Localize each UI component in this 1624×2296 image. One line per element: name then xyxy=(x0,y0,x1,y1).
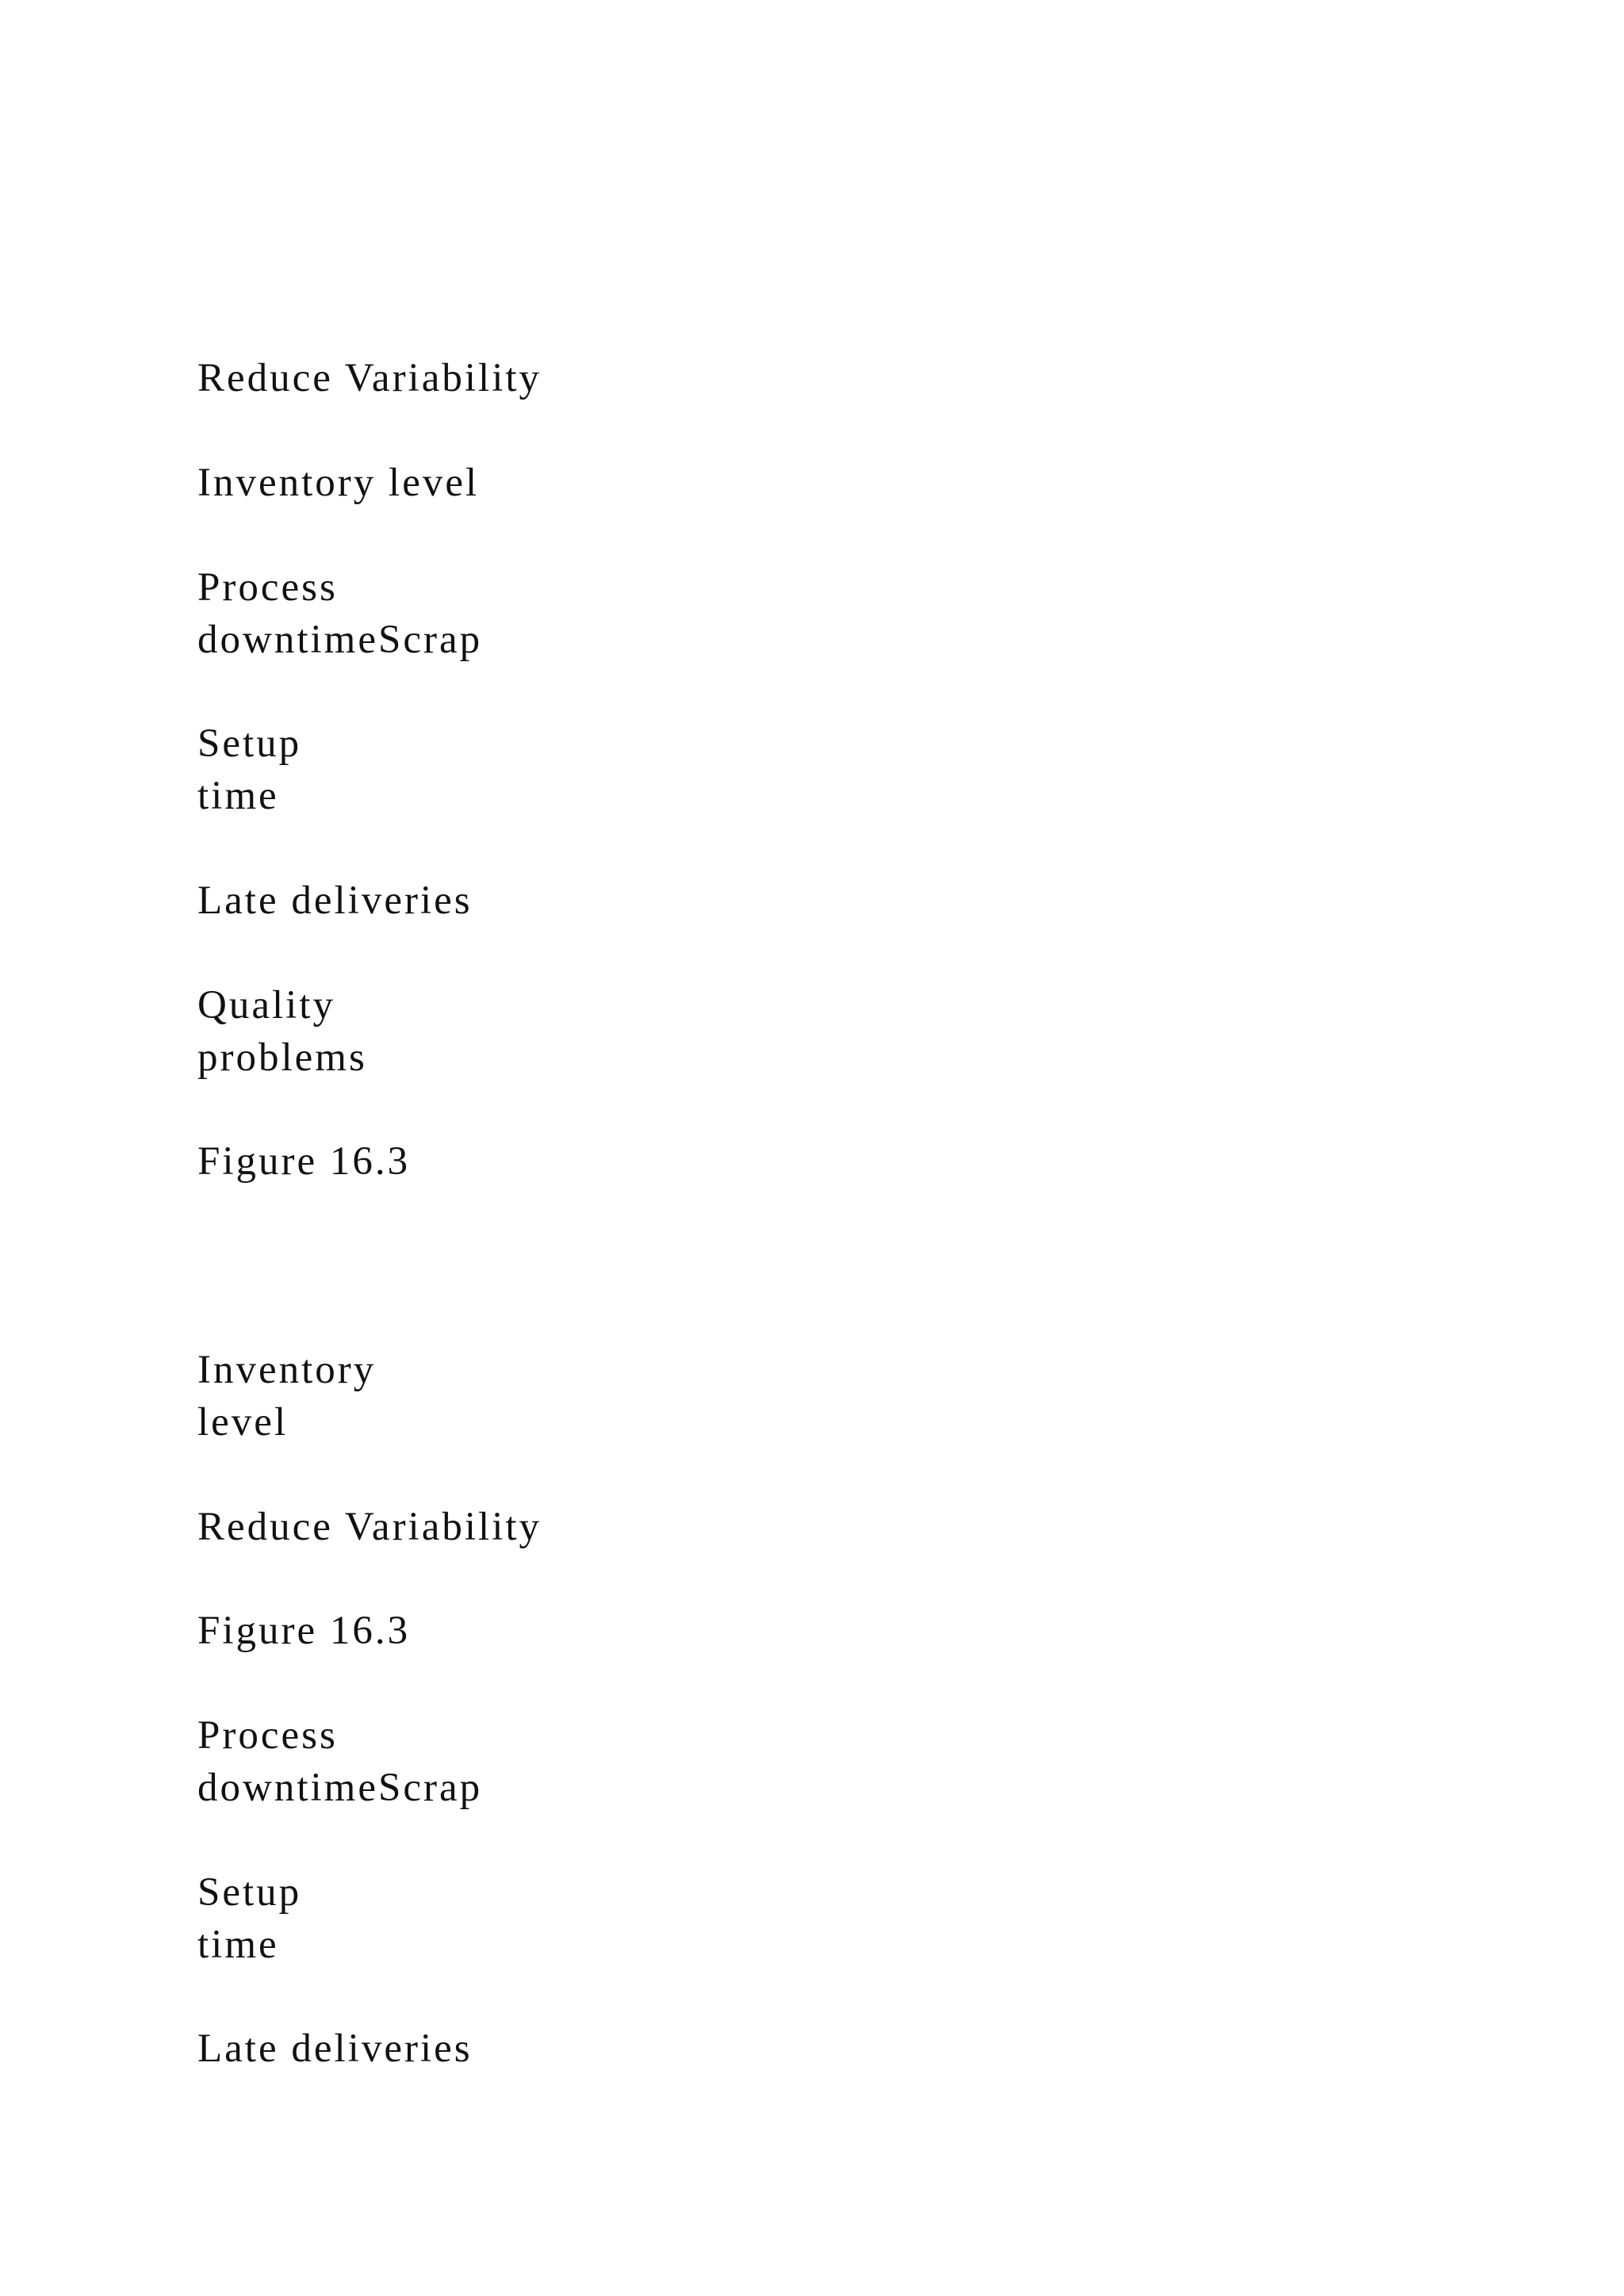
text-line: Inventory xyxy=(197,1348,377,1392)
text-line: Process xyxy=(197,565,338,610)
text-line: Process xyxy=(197,1713,338,1758)
text-line: time xyxy=(197,774,279,818)
text-line: downtimeScrap xyxy=(197,618,483,662)
text-line: problems xyxy=(197,1035,367,1080)
figure-caption: Figure 16.3 xyxy=(197,1609,411,1653)
text-line: Inventory level xyxy=(197,461,480,505)
text-line: Quality xyxy=(197,983,335,1027)
text-line: Reduce Variability xyxy=(197,356,542,400)
figure-caption: Figure 16.3 xyxy=(197,1139,411,1184)
text-line: time xyxy=(197,1923,279,1967)
text-line: Late deliveries xyxy=(197,878,473,923)
text-line: Reduce Variability xyxy=(197,1505,542,1549)
text-line: downtimeScrap xyxy=(197,1766,483,1810)
text-line: Setup xyxy=(197,721,302,766)
text-line: level xyxy=(197,1400,289,1445)
text-line: Late deliveries xyxy=(197,2026,473,2071)
text-line: Setup xyxy=(197,1870,302,1915)
